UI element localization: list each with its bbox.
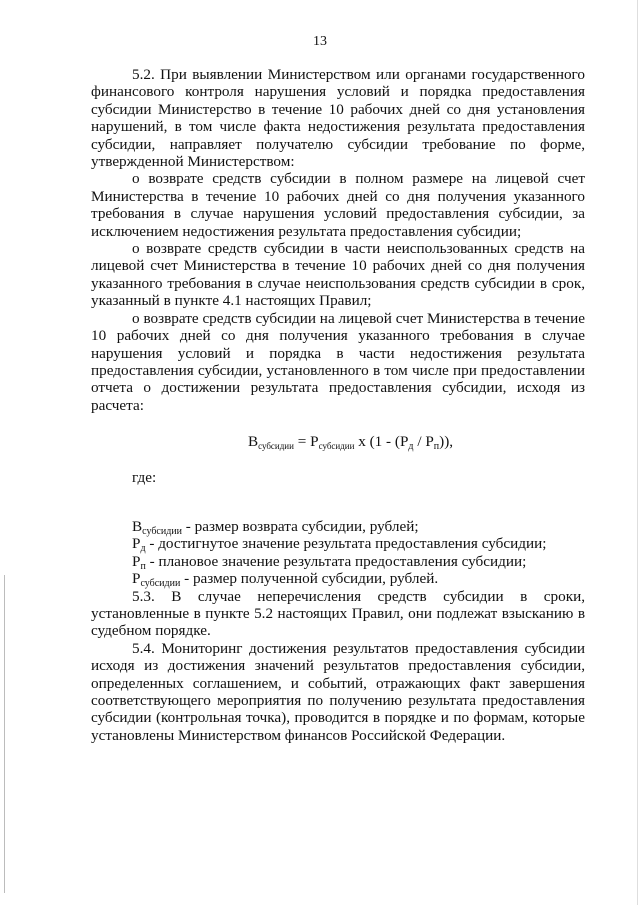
document-body [91, 66, 585, 744]
list-item-full-return: о возврате средств субсидии в полном размере на лицевой счет Министерства в течение 10 рабочих дней со дня получения указанного требования в случае нарушения условий предоставления субсидии, за исключением недостижения результата предоставления субсидии; [91, 170, 585, 240]
paragraph-5-3: 5.3. В случае неперечисления средств субсидии в сроки, установленные в пункте 5.2 настоящих Правил, они подлежат взысканию в судебном порядке. [91, 587, 585, 640]
definition-item: $Р_п$ - плановое значение результата предоставления субсидии; [132, 552, 527, 572]
scan-edge-line [4, 575, 5, 893]
return-formula: $В_{субсидии} = Р_{субсидии}$ х $(1 - (Р_д / Р_п))$, [247, 433, 454, 453]
where-label: где: [132, 468, 157, 486]
definition-item: $В_{субсидии}$ - размер возврата субсидии, рублей; [132, 517, 419, 537]
paragraph-5-2: 5.2. При выявлении Министерством или органами государственного финансового контроля нарушения условий и порядка предоставления субсидии Министерство в течение 10 рабочих дней со дня установления нарушений, в том числе факта недостижения результата предоставления субсидии, направляет получателю субсидии требование по форме, утвержденной Министерством: [91, 66, 585, 171]
list-item-unused-funds: о возврате средств субсидии в части неиспользованных средств на лицевой счет Министерства в течение 10 рабочих дней со дня получения указанного требования в случае неиспользования средств субсидии в срок, указанный в пункте 4.1 настоящих Правил; [91, 240, 585, 310]
definition-item: $Р_д$ - достигнутое значение результата предоставления субсидии; [132, 535, 547, 555]
page-number: 13 [313, 34, 327, 49]
definition-item: $Р_{субсидии}$ - размер полученной субсидии, рублей. [132, 570, 439, 590]
list-item-result-not-achieved: о возврате средств субсидии на лицевой счет Министерства в течение 10 рабочих дней со дня получения указанного требования в случае нарушения условий и порядка в части недостижения результата предоставления субсидии, установленного в том числе при предоставлении отчета о достижении результата предоставления субсидии, исходя из расчета: [91, 309, 585, 414]
definition-list [91, 518, 585, 588]
paragraph-5-4: 5.4. Мониторинг достижения результатов предоставления субсидии исходя из достижения значений результатов предоставления субсидии, определенных соглашением, и событий, отражающих факт завершения соответствующего мероприятия по получению результата предоставления субсидии (контрольная точка), проводится в порядке и по формам, которые установлены Министерством финансов Российской Федерации. [91, 639, 585, 744]
scan-edge-line [637, 0, 638, 905]
